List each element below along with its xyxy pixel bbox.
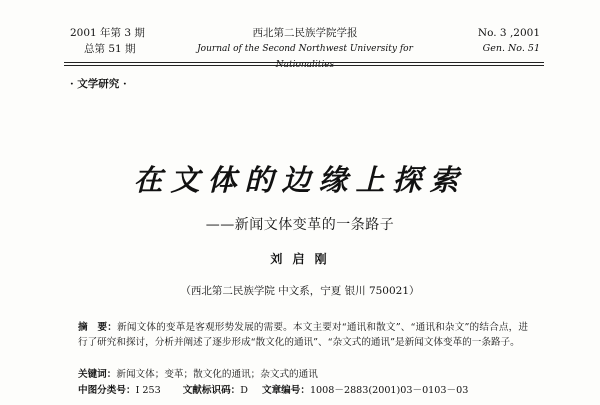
header-left <box>70 25 145 57</box>
classification-row <box>78 383 548 398</box>
journal-title-cn: 西北第二民族学院学报 <box>252 27 358 39</box>
author-affiliation: （西北第二民族学院 中文系，宁夏 银川 750021） <box>180 285 420 297</box>
header-rule-top <box>64 62 544 63</box>
keywords-label: 关键词： <box>78 369 117 380</box>
article-number-label: 文章编号： <box>261 385 310 396</box>
abstract-label: 摘 要： <box>78 322 118 333</box>
issue-number-en: No. 3 ,2001 <box>477 27 540 39</box>
general-number-cn: 总第 51 期 <box>84 43 136 55</box>
article-title: 在文体的边缘上探索 <box>133 163 467 197</box>
section-label: · 文学研究 · <box>70 78 127 90</box>
keywords-text: 新闻文体；变革；散文化的通讯；杂文式的通讯 <box>116 369 318 380</box>
header-right <box>478 25 540 57</box>
abstract <box>78 320 528 350</box>
clc-value: I 253 <box>135 385 161 396</box>
issue-number-cn: 2001 年第 3 期 <box>70 27 145 39</box>
abstract-text: 新闻文体的变革是客观形势发展的需要。本文主要对“通讯和散文”、“通讯和杂文”的结合点，进行了研究和探讨，分析并阐述了逐步形成“散文化的通讯”、“杂文式的通讯”是新闻文体变革的一条路子。 <box>78 322 528 348</box>
doc-code-label: 文献标识码： <box>182 385 241 396</box>
article-subtitle: ——新闻文体变革的一条路子 <box>205 217 395 233</box>
article-number-value: 1008－2883(2001)03－0103－03 <box>309 385 469 396</box>
doc-code-value: D <box>240 385 248 396</box>
header-rule-bottom <box>64 65 544 66</box>
general-number-en: Gen. No. 51 <box>482 43 540 54</box>
journal-title-en: Journal of the Second Northwest University for Nationalities <box>197 44 413 70</box>
author-name: 刘 启 刚 <box>270 252 330 266</box>
clc-label: 中图分类号： <box>78 385 136 396</box>
keywords <box>78 367 318 382</box>
